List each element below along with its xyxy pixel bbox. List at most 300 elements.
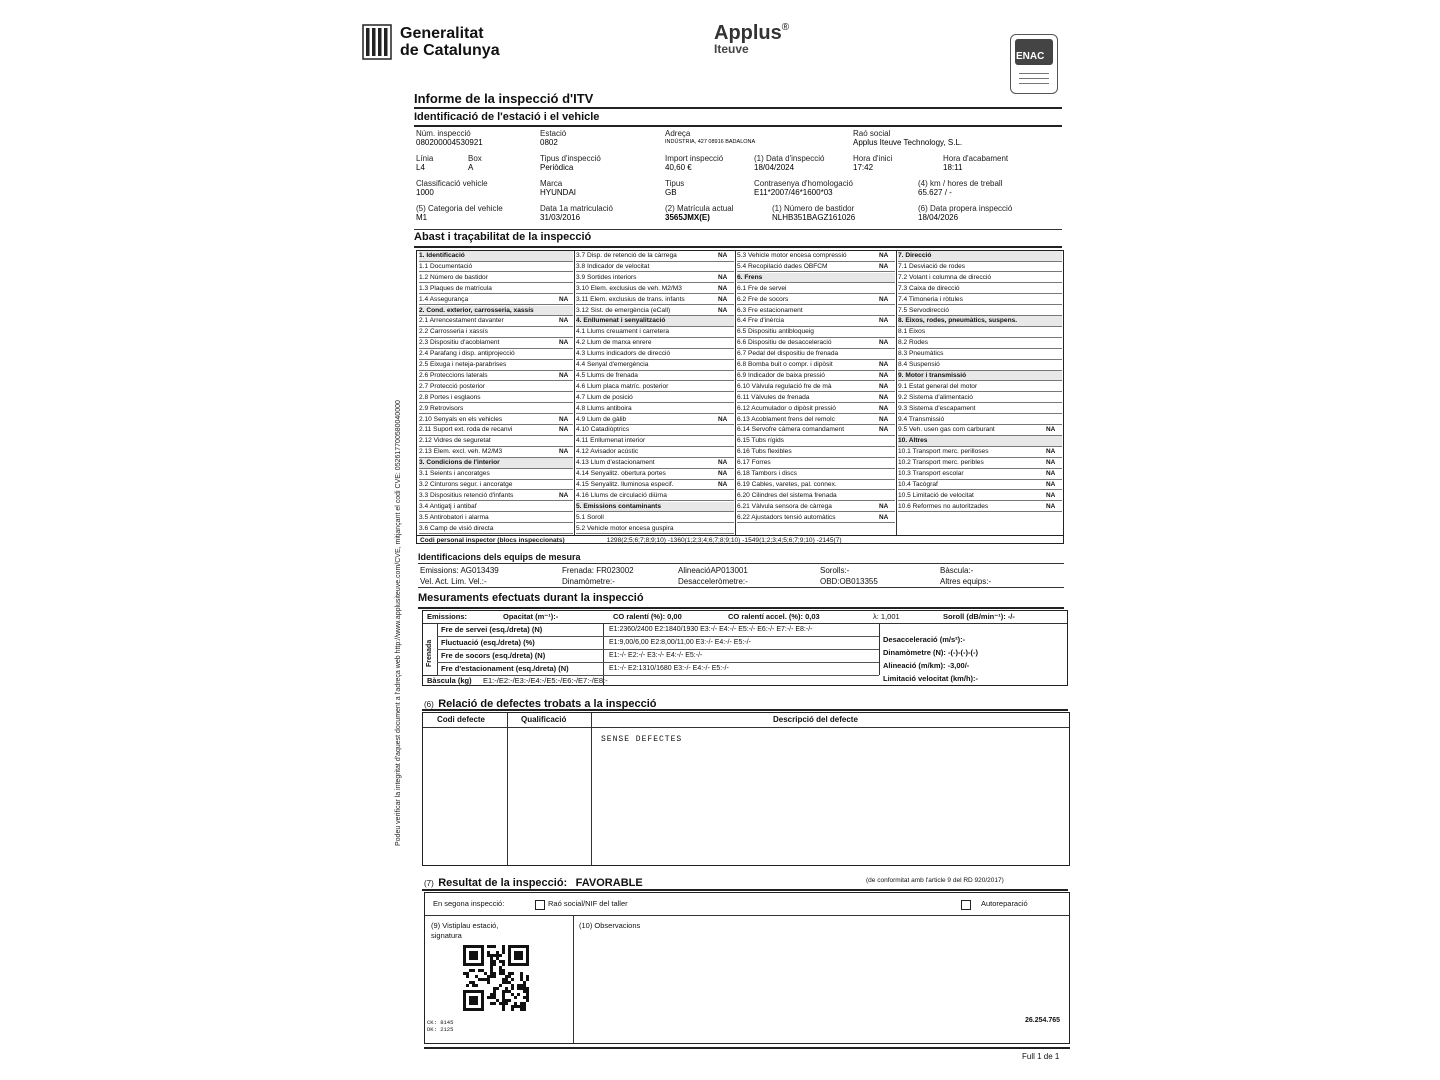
resultat-rule (422, 889, 1068, 891)
abast-item (737, 338, 895, 349)
abast-item (737, 491, 895, 502)
abast-item-label: 4.6 Llum placa matríc. posterior (576, 382, 669, 390)
vistiplau-label: (9) Vistiplau estació, signatura (431, 921, 499, 940)
abast-item (576, 447, 734, 458)
generalitat-emblem-icon (362, 24, 392, 60)
abast-item (737, 480, 895, 491)
abast-item-label: 1.3 Plaques de matrícula (419, 284, 492, 292)
observacions-label: (10) Observacions (579, 921, 641, 930)
abast-item-label: 5.1 Soroll (576, 513, 604, 521)
na-flag: NA (559, 371, 569, 379)
abast-item (737, 425, 895, 436)
abast-item (737, 295, 895, 306)
abast-section-header (419, 458, 573, 469)
abast-item-label: 3.9 Sortides interiors (576, 273, 637, 281)
abast-item (576, 251, 734, 262)
abast-item (898, 404, 1062, 415)
ident-field-label: Hora d'inici (853, 154, 893, 163)
abast-item (898, 273, 1062, 284)
ident-field-label: (2) Matrícula actual (665, 204, 734, 213)
abast-item (576, 415, 734, 426)
abast-item-label: 9.4 Transmissió (898, 415, 945, 423)
abast-item (576, 393, 734, 404)
abast-item (898, 480, 1062, 491)
abast-item (419, 425, 573, 436)
ident-field-value: A (468, 163, 474, 172)
equips-bottom-rule (418, 587, 1064, 588)
abast-item-label: 5. Emissions contaminants (576, 502, 662, 510)
mesuraments-box (422, 610, 1068, 686)
abast-item (576, 524, 734, 535)
frenada-row (437, 649, 879, 663)
abast-item (419, 404, 573, 415)
abast-item-label: 3.10 Elem. exclusius de veh. M2/M3 (576, 284, 682, 292)
abast-item-label: 2.10 Senyals en els vehicles (419, 415, 503, 423)
ident-field-label: Raó social (853, 129, 891, 138)
defectes-table (422, 712, 1070, 866)
ident-field (853, 129, 962, 147)
abast-item (419, 349, 573, 360)
abast-item (737, 404, 895, 415)
na-flag: NA (879, 426, 889, 434)
abast-item-label: 1.4 Assegurança (419, 295, 469, 303)
mesuraments-divider (879, 623, 880, 675)
abast-item-label: 8.2 Rodes (898, 339, 929, 347)
measure-right-row: Desacceleració (m/s²):- (883, 635, 966, 644)
na-flag: NA (718, 470, 728, 477)
abast-item-label: 6.15 Tubs rígids (737, 437, 784, 445)
abast-item (737, 513, 895, 524)
abast-item (576, 338, 734, 349)
ident-field-value: 1000 (416, 188, 434, 197)
ident-field-value: Periòdica (540, 163, 574, 172)
abast-item (737, 458, 895, 469)
abast-section-header (576, 502, 734, 513)
abast-item (737, 393, 895, 404)
abast-item (898, 306, 1062, 317)
ident-field-value: 18/04/2024 (754, 163, 795, 172)
ident-field (468, 154, 482, 172)
abast-item-label: 10.5 Limitació de velocitat (898, 491, 974, 499)
abast-item (419, 316, 573, 327)
ident-field-value: 17:42 (853, 163, 874, 172)
abast-item-label: 6.2 Fre de socors (737, 295, 789, 303)
abast-item (737, 436, 895, 447)
ident-field (416, 204, 503, 222)
abast-item-label: 7.1 Desviació de rodes (898, 262, 966, 270)
abast-item (898, 338, 1062, 349)
measure-right-row: Alineació (m/km): -3,00/- (883, 661, 970, 670)
abast-item (419, 524, 573, 535)
abast-item (737, 371, 895, 382)
abast-item-label: 7.4 Timoneria i ròtules (898, 295, 963, 303)
abast-item-label: 4.16 Llums de circulació diürna (576, 491, 667, 499)
qr-code-icon (463, 945, 529, 1011)
abast-item-label: 2.4 Parafang i disp. antiprojecció (419, 350, 515, 358)
na-flag: NA (718, 415, 728, 423)
abast-item-label: 6.12 Acumulador o dipòsit pressió (737, 404, 836, 412)
abast-item-label: 2.1 Arrencestament davanter (419, 317, 504, 325)
abast-item-label: 6.11 Vàlvules de frenada (737, 393, 810, 401)
na-flag: NA (1046, 480, 1056, 488)
abast-section-header (737, 273, 895, 284)
title-rule (414, 107, 1062, 109)
frenada-row-value: E1:-/- E2:-/- E3:-/- E4:-/- E5:-/- (609, 652, 703, 659)
abast-item-label: 7.3 Caixa de direcció (898, 284, 960, 292)
ident-field-value: 31/03/2016 (540, 213, 581, 222)
abast-item-label: 6.13 Acoblament frens del remolc (737, 415, 835, 423)
abast-item-label: 6.5 Dispositiu antibloqueig (737, 328, 814, 336)
abast-item (898, 415, 1062, 426)
abast-item-label: 4.3 Llums indicadors de direcció (576, 350, 671, 358)
ident-field-label: (6) Data propera inspecció (918, 204, 1013, 213)
ck2: DK: 2125 (427, 1026, 454, 1033)
frenada-row-label: Fluctuació (esq./dreta) (%) (441, 638, 535, 647)
abast-item (898, 382, 1062, 393)
ident-field (918, 179, 1002, 197)
rao-social-checkbox[interactable] (535, 900, 545, 910)
mesuraments-rule (418, 607, 1064, 609)
equips-rule (418, 563, 1064, 564)
equips-title: Identificacions dels equips de mesura (418, 552, 581, 562)
abast-item-label: 9.1 Estat general del motor (898, 382, 978, 390)
abast-item (737, 306, 895, 317)
abast-item-label: 3.8 Indicador de velocitat (576, 262, 650, 270)
autoreparacio-label: Autoreparació (981, 899, 1028, 908)
ident-field-label: Import inspecció (665, 154, 724, 163)
na-flag: NA (559, 426, 569, 434)
ident-field-label: Núm. inspecció (416, 129, 471, 138)
abast-item (898, 425, 1062, 436)
na-flag: NA (879, 404, 889, 412)
abast-section-header (898, 436, 1062, 447)
abast-item-label: 9.2 Sistema d'alimentació (898, 393, 973, 401)
resultat-num: (7) (424, 879, 434, 888)
ident-field (754, 179, 853, 197)
equip-item: AlineacióAP013001 (678, 566, 748, 575)
abast-item (576, 480, 734, 491)
abast-item-label: 5.2 Vehicle motor encesa guspira (576, 524, 674, 532)
abast-item-label: 6.18 Tambors i discs (737, 470, 797, 477)
resultat-title: Resultat de la inspecció: (438, 877, 568, 889)
ident-field-value: 65.627 / - (918, 188, 952, 197)
abast-item (419, 447, 573, 458)
ident-field (665, 179, 684, 197)
full-page-number: Full 1 de 1 (1022, 1052, 1060, 1061)
col-divider (735, 251, 736, 535)
abast-item (898, 469, 1062, 480)
ident-field-value: 40,60 € (665, 163, 692, 172)
col-desc-header: Descripció del defecte (773, 715, 858, 724)
defectes-rule (422, 709, 1068, 711)
abast-item-label: 6.21 Vàlvula sensora de càrrega (737, 502, 832, 510)
na-flag: NA (559, 339, 569, 347)
col-codi-header: Codi defecte (437, 715, 486, 724)
abast-item-label: 1. Identificació (419, 252, 465, 259)
na-flag: NA (718, 273, 728, 281)
abast-item-label: 6.7 Pedal del dispositiu de frenada (737, 350, 839, 358)
na-flag: NA (879, 502, 889, 510)
abast-section-header (898, 251, 1062, 262)
ident-field-label: Estació (540, 129, 567, 138)
na-flag: NA (718, 252, 728, 259)
abast-item-label: 2.5 Eixuga i neteja-parabrises (419, 361, 507, 368)
equip-item: Bàscula:- (940, 566, 974, 575)
ident-field-value: 3565JMX(E) (665, 213, 710, 222)
abast-item-label: 6.14 Servofre càmera comandament (737, 426, 845, 434)
abast-item (737, 447, 895, 458)
autoreparacio-checkbox[interactable] (961, 900, 971, 910)
brand-sub: Iteuve (714, 42, 749, 56)
frenada-row (437, 623, 879, 637)
abast-item (898, 502, 1062, 513)
abast-item-label: 3.11 Elem. exclusius de trans. infants (576, 295, 685, 303)
abast-section-header (419, 251, 573, 262)
abast-item-label: 6.17 Forres (737, 459, 771, 467)
defectes-divider (507, 713, 508, 865)
abast-item (576, 425, 734, 436)
ident-field-label: Contrasenya d'homologació (754, 179, 853, 188)
ident-rule (414, 125, 1062, 127)
abast-item (576, 513, 734, 524)
report-title: Informe de la inspecció d'ITV (414, 91, 594, 106)
co-ralenti-accel-value: CO ralentí accel. (%): 0,03 (728, 612, 820, 621)
abast-item-label: 10. Altres (898, 437, 928, 445)
ident-title: Identificació de l'estació i el vehicle (414, 111, 600, 123)
applus-logo (714, 22, 814, 64)
equip-item: Desacceleròmetre:- (678, 577, 748, 586)
abast-item (576, 469, 734, 480)
ident-field-label: Data 1a matriculació (540, 204, 613, 213)
abast-item (419, 393, 573, 404)
na-flag: NA (559, 448, 569, 456)
abast-item-label: 7. Direcció (898, 252, 932, 259)
frenada-side-label (423, 623, 438, 675)
abast-item-label: 6.20 Cilindres del sistema frenada (737, 491, 837, 499)
generalitat-logo (362, 24, 512, 60)
abast-item-label: 4.5 Llums de frenada (576, 371, 638, 379)
defectes-title: Relació de defectes trobats a la inspecció (438, 698, 657, 710)
frenada-row-label: Fre de servei (esq./dreta) (N) (441, 625, 543, 634)
abast-item (898, 295, 1062, 306)
abast-item-label: 4.1 Llums creuament i carretera (576, 328, 670, 336)
na-flag: NA (1046, 459, 1056, 467)
frenada-row-label: Fre de socors (esq./dreta) (N) (441, 651, 546, 660)
abast-item (576, 327, 734, 338)
na-flag: NA (879, 339, 889, 347)
abast-item-label: 6.22 Ajustadors tensió automàtics (737, 513, 836, 521)
abast-item (419, 415, 573, 426)
abast-item (576, 436, 734, 447)
abast-item-label: 6.9 Indicador de baixa pressió (737, 371, 825, 379)
inspection-document (340, 0, 1100, 1080)
na-flag: NA (559, 317, 569, 325)
na-flag: NA (718, 480, 728, 488)
opacitat-value: Opacitat (m⁻¹):- (503, 612, 559, 621)
na-flag: NA (718, 295, 728, 303)
abast-item (576, 273, 734, 284)
na-flag: NA (559, 295, 569, 303)
brand-reg: ® (781, 22, 790, 33)
abast-item (419, 371, 573, 382)
abast-item-label: 2.7 Protecció posterior (419, 382, 485, 390)
abast-item-label: 2.2 Carrosseria i xassís (419, 328, 488, 336)
segona-row (425, 893, 1069, 916)
abast-item (576, 295, 734, 306)
equip-item: Vel. Act. Lim. Vel.:- (420, 577, 487, 586)
segona-label: En segona inspecció: (433, 899, 505, 908)
ident-field-label: (5) Categoria del vehicle (416, 204, 503, 213)
abast-item-label: 6.1 Fre de servei (737, 284, 787, 292)
abast-item-label: 3.6 Camp de visió directa (419, 524, 494, 532)
bascula-label: Bàscula (kg) (427, 676, 472, 685)
equip-item: Emissions: AG013439 (420, 566, 499, 575)
abast-item-label: 1.2 Número de bastidor (419, 273, 488, 281)
abast-item-label: 2. Cond. exterior, carrosseria, xassís (419, 306, 534, 314)
defectes-num: (6) (424, 700, 434, 709)
bascula-value: E1:-/E2:-/E3:-/E4:-/E5:-/E6:-/E7:-/E8:- (483, 676, 608, 685)
frenada-row-value: E1:9,00/6,00 E2:8,00/11,00 E3:-/- E4:-/- E5:-/- (609, 639, 751, 646)
abast-item (419, 338, 573, 349)
abast-item (419, 262, 573, 273)
abast-item-label: 4.11 Enllumenat interior (576, 437, 646, 445)
abast-section-header (898, 371, 1062, 382)
equip-item: Dinamòmetre:- (562, 577, 615, 586)
resultat-box (424, 892, 1070, 1044)
bascula-row (423, 675, 879, 686)
col-divider (896, 251, 897, 535)
equip-item: Sorolls:- (820, 566, 850, 575)
ident-field (918, 204, 1012, 222)
ident-field-label: Adreça (665, 129, 691, 138)
abast-title: Abast i traçabilitat de la inspecció (414, 231, 592, 243)
abast-item (898, 447, 1062, 458)
ident-field-label: (4) km / hores de treball (918, 179, 1003, 188)
abast-item (737, 469, 895, 480)
abast-item (898, 262, 1062, 273)
abast-item-label: 6.4 Fre d'inèrcia (737, 317, 785, 325)
abast-item-label: 4.14 Senyalitz. obertura portes (576, 470, 666, 477)
ident-field-label: (1) Data d'inspecció (754, 154, 825, 163)
abast-item (576, 382, 734, 393)
na-flag: NA (559, 415, 569, 423)
abast-item-label: 1.1 Documentació (419, 262, 473, 270)
abast-item-label: 10.4 Tacògraf (898, 480, 938, 488)
na-flag: NA (718, 306, 728, 314)
ident-field-label: Marca (540, 179, 563, 188)
ident-field-label: Hora d'acabament (943, 154, 1009, 163)
abast-item (898, 327, 1062, 338)
frenada-row (437, 636, 879, 650)
ident-field (416, 129, 483, 147)
abast-item (419, 327, 573, 338)
abast-section-header (898, 316, 1062, 327)
ident-field (665, 129, 755, 147)
abast-item (898, 491, 1062, 502)
abast-item-label: 6.3 Fre estacionament (737, 306, 803, 314)
measure-right-row: Dinamòmetre (N): -(-)-(-)-(-) (883, 648, 978, 657)
abast-item-label: 8.4 Suspensió (898, 361, 940, 368)
enac-logo (1010, 34, 1058, 94)
equip-item: OBD:OB013355 (820, 577, 878, 586)
ident-field-label: Tipus (665, 179, 685, 188)
abast-item (576, 306, 734, 317)
abast-item-label: 7.5 Servodirecció (898, 306, 949, 314)
abast-item-label: 4.10 Catadiòptrics (576, 426, 630, 434)
na-flag: NA (559, 491, 569, 499)
abast-item-label: 5.3 Vehicle motor encesa compressió (737, 252, 847, 259)
abast-section-header (576, 316, 734, 327)
abast-item-label: 2.3 Dispositiu d'acoblament (419, 339, 500, 347)
ident-field (754, 154, 824, 172)
abast-item (419, 480, 573, 491)
abast-item-label: 4.9 Llum de gàlib (576, 415, 627, 423)
abast-item-label: 2.12 Vidres de seguretat (419, 437, 491, 445)
abast-item-label: 9.5 Veh. usen gas com carburant (898, 426, 995, 434)
resultat-note: (de conformitat amb l'article 9 del RD 920/2017) (866, 877, 1004, 884)
abast-item (419, 502, 573, 513)
abast-item (576, 360, 734, 371)
ident-field-value: E11*2007/46*1600*03 (754, 188, 833, 197)
defectes-header (423, 713, 1069, 728)
abast-item (576, 458, 734, 469)
abast-item (737, 360, 895, 371)
abast-item (419, 360, 573, 371)
ident-field-value: 18:11 (943, 163, 963, 172)
defectes-divider (591, 713, 592, 865)
ident-field (540, 154, 601, 172)
abast-item-label: 3.7 Disp. de retenció de la càrrega (576, 252, 677, 259)
ident-field (772, 204, 855, 222)
ident-field-label: Línia (416, 154, 434, 163)
abast-item (419, 382, 573, 393)
abast-item (737, 502, 895, 513)
abast-item (419, 273, 573, 284)
abast-item (576, 491, 734, 502)
lambda-value: λ: 1,001 (873, 612, 900, 621)
abast-item-label: 4.8 Llums antiboira (576, 404, 632, 412)
ident-field (665, 154, 723, 172)
abast-item-label: 6.10 Vàlvula regulació fre de mà (737, 382, 832, 390)
abast-grid (416, 250, 1064, 544)
ident-field-value: GB (665, 188, 677, 197)
abast-item (737, 284, 895, 295)
bottom-rule (424, 1047, 1070, 1049)
abast-item-label: 8.1 Eixos (898, 328, 926, 336)
abast-item-label: 2.9 Retrovisors (419, 404, 464, 412)
na-flag: NA (879, 252, 889, 259)
abast-item (737, 382, 895, 393)
equip-item: Altres equips:- (940, 577, 992, 586)
na-flag: NA (879, 361, 889, 368)
resultat-value: FAVORABLE (575, 877, 643, 889)
codi-label: Codi personal inspector (blocs inspeccionats) (420, 537, 565, 544)
emissions-label: Emissions: (427, 612, 468, 621)
abast-item-label: 3.2 Cinturons segur. i ancoratge (419, 480, 513, 488)
na-flag: NA (879, 371, 889, 379)
frenada-row-value: E1:-/- E2:1310/1680 E3:-/- E4:-/- E5:-/- (609, 665, 729, 672)
frenada-row-label: Fre d'estacionament (esq./dreta) (N) (441, 664, 569, 673)
abast-item-label: 6.8 Bomba buit o compr. i dipòsit (737, 361, 833, 368)
na-flag: NA (718, 459, 728, 467)
abast-item-label: 3.4 Antigatj i antibaf (419, 502, 477, 510)
ident-field (943, 154, 1008, 172)
ident-field-value: M1 (416, 213, 428, 222)
codi-inspector-row (417, 535, 1063, 545)
na-flag: NA (1046, 426, 1056, 434)
abast-item (898, 284, 1062, 295)
abast-item-label: 9.3 Sistema d'escapament (898, 404, 976, 412)
